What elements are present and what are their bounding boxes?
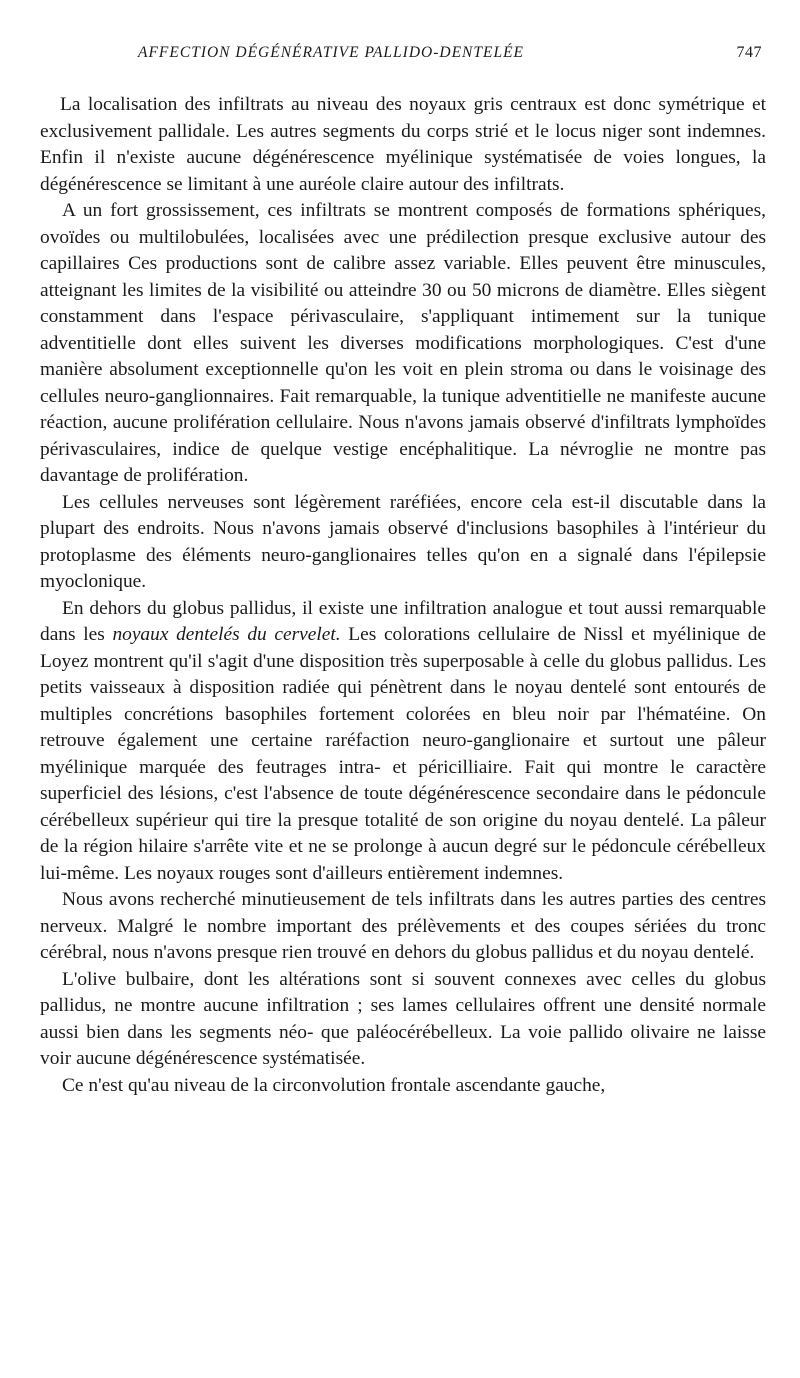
running-title: AFFECTION DÉGÉNÉRATIVE PALLIDO-DENTELÉE: [138, 44, 525, 61]
paragraph-4: [40, 596, 766, 888]
paragraph-6: L'olive bulbaire, dont les altérations sont si souvent connexes avec celles du globus pallidus, ne montre aucune infiltration ; ses lames cellulaires offrent une densité normale aussi bien dans les segments néo- que paléocérébelleux. La voie pallido olivaire ne laisse voir aucune dégénérescence systématisée.: [40, 968, 766, 1069]
paragraph-4-italic-term: noyaux dentelés du cervelet.: [112, 624, 341, 645]
paragraph-4-start: En dehors du globus pallidus, il existe une infiltration analogue et tout aussi remarquable dans les: [40, 597, 766, 645]
page-header: [40, 44, 766, 78]
paragraph-3: Les cellules nerveuses sont légèrement raréfiées, encore cela est-il discutable dans la plupart des endroits. Nous n'avons jamais observé d'inclusions basophiles à l'intérieur du protoplasme des éléments neuro-ganglionaires telles qu'on en a signalé dans l'épilepsie myoclonique.: [40, 491, 766, 592]
paragraph-4-end: Les colorations cellulaire de Nissl et myélinique de Loyez montrent qu'il s'agit d'une disposition très superposable à celle du globus pallidus. Les petits vaisseaux à disposition radiée qui pénètrent dans le noyau dentelé sont entourés de multiples concrétions basophiles fortement colorées en bleu noir par l'hématéine. On retrouve également une certaine raréfaction neuro-ganglionaire et surtout une pâleur myélinique marquée des feutrages intra- et péricilliaire. Fait qui montre le caractère superficiel des lésions, c'est l'absence de toute dégénérescence secondaire dans le pédoncule cérébelleux supérieur qui tire la presque totalité de son origine du noyau dentelé. La pâleur de la région hilaire s'arrête vite et ne se prolonge à aucun degré sur le pédoncule cérébelleux lui-même. Les noyaux rouges sont d'ailleurs entièrement indemnes.: [40, 624, 766, 884]
paragraph-7: Ce n'est qu'au niveau de la circonvolution frontale ascendante gauche,: [62, 1074, 606, 1096]
paragraph-5: Nous avons recherché minutieusement de tels infiltrats dans les autres parties des centres nerveux. Malgré le nombre important des prélèvements et des coupes sériées du tronc cérébral, nous n'avons presque rien trouvé en dehors du globus pallidus et du noyau dentelé.: [40, 889, 766, 963]
paragraph-1: La localisation des infiltrats au niveau des noyaux gris centraux est donc symétrique et exclusivement pallidale. Les autres segments du corps strié et le locus niger sont indemnes. Enfin il n'existe aucune dégénérescence myélinique systématisée de voies longues, la dégénérescence se limitant à une auréole claire autour des infiltrats.: [40, 94, 766, 195]
page-number: 747: [736, 44, 762, 61]
paragraph-2: A un fort grossissement, ces infiltrats se montrent composés de formations sphériques, ovoïdes ou multilobulées, localisées avec une prédilection presque exclusive autour des capillaires Ces productions sont de calibre assez variable. Elles peuvent être minuscules, atteignant les limites de la visibilité ou atteindre 30 ou 50 microns de diamètre. Elles siègent constamment dans l'espace périvasculaire, s'appliquant intimement sur la tunique adventitielle dont elles suivent les diverses modifications morphologiques. C'est d'une manière absolument exceptionnelle qu'on les voit en plein stroma ou dans le voisinage des cellules neuro-ganglionnaires. Fait remarquable, la tunique adventitielle ne manifeste aucune réaction, aucune prolifération cellulaire. Nous n'avons jamais observé d'infiltrats lymphoïdes périvasculaires, indice de quelque vestige encéphalitique. La névroglie ne montre pas davantage de prolifération.: [40, 200, 766, 486]
body-text: [40, 92, 766, 1099]
